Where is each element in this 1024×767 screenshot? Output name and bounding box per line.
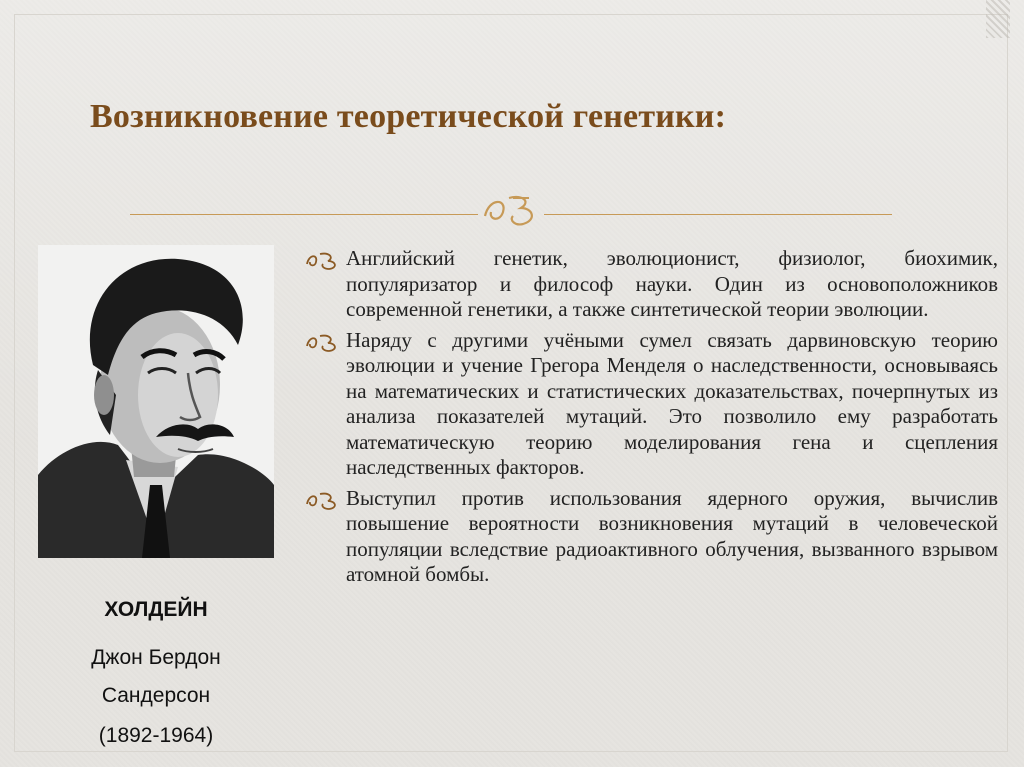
curl-bullet-icon bbox=[304, 490, 340, 510]
portrait-caption-surname: ХОЛДЕЙН bbox=[104, 598, 208, 621]
bullet-item bbox=[304, 486, 998, 588]
slide-title: Возникновение теоретической генетики: bbox=[90, 98, 727, 135]
portrait-caption-first-names: Джон Бердон bbox=[91, 646, 221, 669]
title-divider bbox=[130, 190, 892, 230]
divider-line-left bbox=[130, 214, 478, 215]
corner-decoration bbox=[986, 0, 1010, 38]
curl-bullet-icon bbox=[304, 250, 340, 270]
portrait-caption-years: (1892-1964) bbox=[98, 724, 214, 747]
divider-line-right bbox=[544, 214, 892, 215]
ornament-icon bbox=[479, 190, 543, 230]
bullet-list bbox=[304, 246, 998, 593]
bullet-item bbox=[304, 246, 998, 323]
portrait-icon bbox=[38, 245, 274, 558]
portrait-caption-middle-name: Сандерсон bbox=[101, 684, 211, 707]
curl-bullet-icon bbox=[304, 332, 340, 352]
bullet-item bbox=[304, 328, 998, 481]
bullet-text: Выступил против использования ядерного оружия, вычислив повышение вероятности возникновения мутаций в человеческой популяции вследствие радиоактивного облучения, вызванного взрывом атомной бомбы. bbox=[346, 485, 998, 586]
bullet-text: Английский генетик, эволюционист, физиолог, биохимик, популяризатор и философ науки. Один из основоположников современной генетики, а также синтетической теории эволюции. bbox=[346, 246, 998, 321]
bullet-text: Наряду с другими учёными сумел связать дарвиновскую теорию эволюции и учение Грегора Менделя о наследственности, основываясь на математических и статистических доказательствах, почерпнутых из анализа показателей мутаций. Это позволило ему разработать математическую теорию моделирования гена и сцепления наследственных факторов. bbox=[346, 327, 998, 479]
